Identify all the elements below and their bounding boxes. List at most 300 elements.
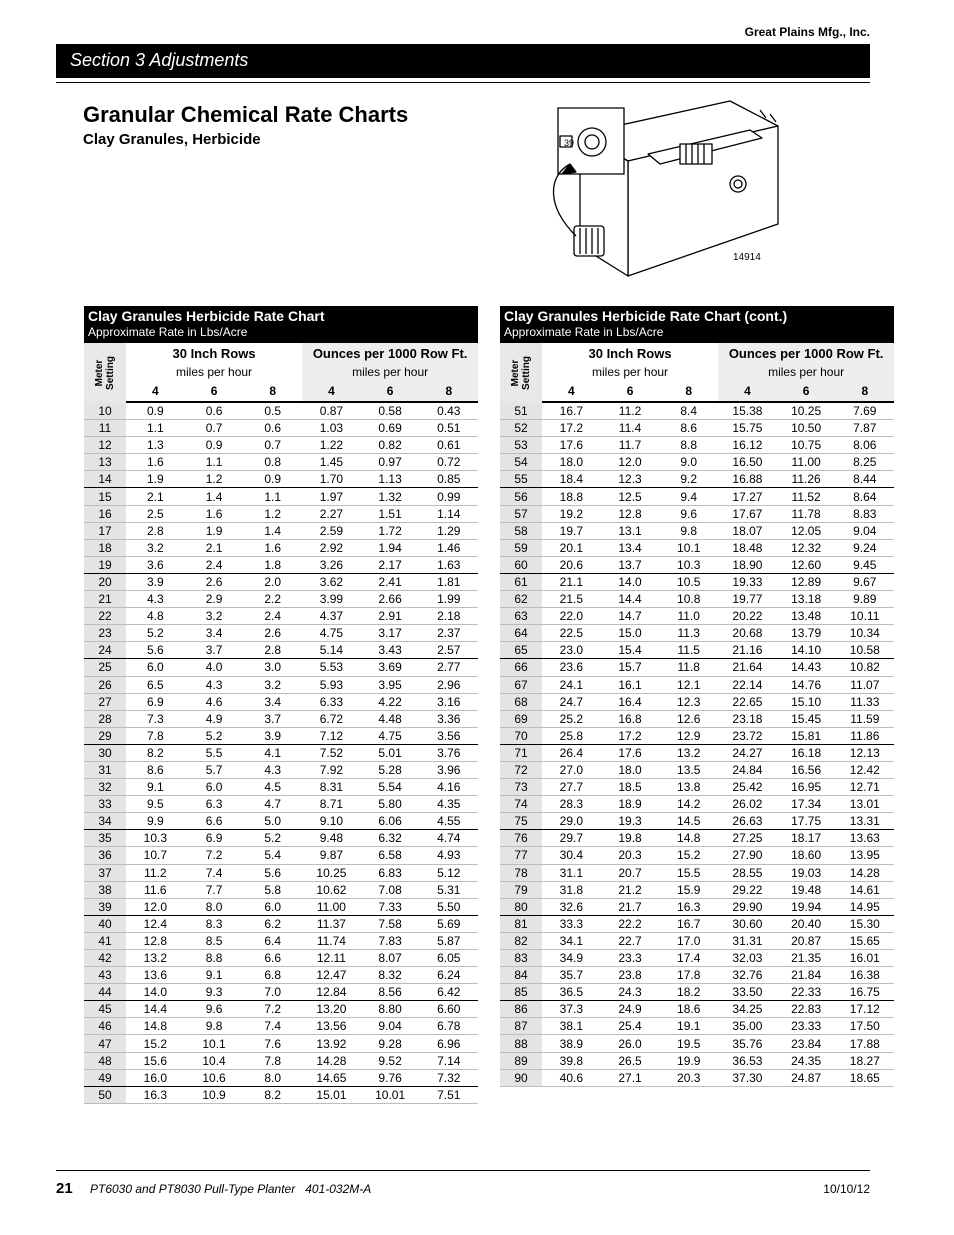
meter-setting-cell: 21 <box>84 591 126 608</box>
group-ounces-per-1000-ft: Ounces per 1000 Row Ft. <box>718 343 894 363</box>
rate-cell: 11.74 <box>316 933 346 948</box>
rate-cell: 5.93 <box>319 677 344 692</box>
rate-cell: 6.9 <box>147 694 164 709</box>
rate-cell: 10.9 <box>202 1087 226 1102</box>
table-row <box>500 420 894 437</box>
rate-cell: 12.5 <box>618 489 642 504</box>
rate-cell: 5.5 <box>205 745 223 760</box>
rate-cell: 18.65 <box>849 1070 880 1085</box>
table-row <box>84 813 478 830</box>
rate-cell: 9.3 <box>205 985 223 1000</box>
rate-cell: 10.58 <box>849 643 880 658</box>
rate-cell: 8.8 <box>680 438 698 453</box>
rate-cell: 2.18 <box>437 609 461 624</box>
rate-cell: 10.1 <box>677 540 701 555</box>
rate-cell: 0.8 <box>264 455 282 470</box>
meter-setting-cell: 28 <box>84 710 126 727</box>
table-row <box>500 625 894 642</box>
rate-cell: 4.35 <box>437 797 461 812</box>
rate-cell: 5.2 <box>205 728 223 743</box>
rate-cell: 22.7 <box>618 933 642 948</box>
rate-cell: 1.2 <box>264 506 282 521</box>
meter-setting-cell: 25 <box>84 659 126 676</box>
rate-cell: 16.12 <box>732 438 763 453</box>
table-row <box>84 659 478 676</box>
table-row <box>500 1069 894 1086</box>
meter-setting-cell: 30 <box>84 744 126 761</box>
rate-cell: 17.8 <box>677 968 701 983</box>
meter-setting-cell: 65 <box>500 642 542 659</box>
rate-cell: 20.7 <box>618 865 642 880</box>
meter-setting-cell: 58 <box>500 522 542 539</box>
meter-setting-cell: 57 <box>500 505 542 522</box>
rate-cell: 20.22 <box>732 609 763 624</box>
rate-cell: 12.71 <box>849 780 880 795</box>
rate-cell: 24.1 <box>559 677 584 692</box>
rate-cell: 14.8 <box>143 1019 168 1034</box>
meter-setting-cell: 62 <box>500 591 542 608</box>
rate-cell: 7.52 <box>319 745 344 760</box>
rate-cell: 12.89 <box>791 574 822 589</box>
rate-cell: 16.50 <box>732 455 763 470</box>
rate-cell: 13.63 <box>849 831 880 846</box>
rate-cell: 11.00 <box>791 455 821 470</box>
rate-cell: 11.5 <box>677 643 700 658</box>
footer-rule <box>56 1170 870 1171</box>
rate-cell: 12.05 <box>791 523 822 538</box>
meter-setting-cell: 70 <box>500 727 542 744</box>
rate-cell: 35.00 <box>732 1019 763 1034</box>
meter-setting-cell: 11 <box>84 420 126 437</box>
rate-cell: 12.4 <box>143 916 168 931</box>
rate-cell: 8.0 <box>205 899 223 914</box>
rate-cell: 9.0 <box>680 455 698 470</box>
rate-cell: 2.5 <box>147 506 164 521</box>
rate-cell: 8.25 <box>853 455 877 470</box>
rate-cell: 6.2 <box>264 916 282 931</box>
rate-cell: 22.33 <box>791 985 822 1000</box>
rate-cell: 21.7 <box>618 899 642 914</box>
rate-cell: 7.12 <box>319 728 344 743</box>
rate-cell: 8.64 <box>853 489 877 504</box>
rate-cell: 15.81 <box>791 728 822 743</box>
rate-cell: 12.60 <box>791 557 822 572</box>
rate-cell: 19.8 <box>618 831 642 846</box>
rate-cell: 20.3 <box>677 1070 701 1085</box>
rate-cell: 12.32 <box>791 540 822 555</box>
rate-cell: 15.9 <box>677 882 701 897</box>
table-row <box>84 556 478 573</box>
table-row <box>500 830 894 847</box>
speed-header: 8 <box>419 382 478 402</box>
rate-cell: 10.11 <box>850 609 880 624</box>
rate-cell: 2.59 <box>319 523 344 538</box>
rate-cell: 2.92 <box>319 540 344 555</box>
rate-cell: 10.75 <box>791 438 822 453</box>
rate-cell: 4.3 <box>147 592 164 607</box>
table-row <box>84 796 478 813</box>
rate-cell: 23.6 <box>559 660 584 675</box>
table-row <box>500 710 894 727</box>
rate-cell: 1.29 <box>437 523 461 538</box>
meter-setting-cell: 63 <box>500 608 542 625</box>
rate-cell: 2.17 <box>378 557 402 572</box>
meter-setting-cell: 67 <box>500 676 542 693</box>
rate-cell: 31.31 <box>732 933 763 948</box>
rate-cell: 16.95 <box>791 780 822 795</box>
rate-cell: 23.18 <box>732 711 763 726</box>
rate-cell: 15.45 <box>791 711 822 726</box>
rate-cell: 17.12 <box>849 1002 880 1017</box>
rate-cell: 20.68 <box>732 626 763 641</box>
meter-setting-cell: 35 <box>84 830 126 847</box>
rate-cell: 14.0 <box>143 985 168 1000</box>
rate-cell: 6.78 <box>437 1019 461 1034</box>
rate-cell: 0.7 <box>205 421 223 436</box>
rate-cell: 17.67 <box>732 506 763 521</box>
rate-cell: 13.92 <box>316 1036 347 1051</box>
rate-cell: 6.72 <box>319 711 344 726</box>
rate-cell: 18.48 <box>732 540 763 555</box>
rate-cell: 27.7 <box>559 780 584 795</box>
rate-cell: 6.0 <box>205 780 223 795</box>
table-row <box>500 744 894 761</box>
rate-cell: 2.96 <box>437 677 461 692</box>
table-row <box>84 642 478 659</box>
rate-cell: 8.44 <box>853 472 877 487</box>
table-row <box>84 522 478 539</box>
rate-cell: 8.2 <box>147 745 164 760</box>
meter-setting-cell: 42 <box>84 950 126 967</box>
rate-cell: 5.6 <box>147 643 164 658</box>
rate-cell: 15.30 <box>849 916 880 931</box>
rate-cell: 1.81 <box>437 574 461 589</box>
table-row <box>84 727 478 744</box>
rate-cell: 1.97 <box>319 489 344 504</box>
rate-cell: 16.75 <box>849 985 880 1000</box>
table-row <box>84 471 478 488</box>
rate-cell: 3.9 <box>264 728 282 743</box>
rate-cell: 4.74 <box>437 831 461 846</box>
rate-cell: 23.8 <box>618 968 642 983</box>
rate-cell: 12.9 <box>677 728 701 743</box>
rate-cell: 13.4 <box>618 540 642 555</box>
rate-cell: 1.6 <box>147 455 164 470</box>
rate-cell: 7.0 <box>264 985 282 1000</box>
rate-cell: 17.4 <box>677 951 701 966</box>
rate-cell: 29.7 <box>559 831 584 846</box>
rate-cell: 7.33 <box>378 899 402 914</box>
meter-setting-cell: 54 <box>500 454 542 471</box>
rate-cell: 17.88 <box>849 1036 880 1051</box>
rate-cell: 12.47 <box>316 968 347 983</box>
meter-setting-cell: 49 <box>84 1069 126 1086</box>
rate-cell: 1.22 <box>319 438 344 453</box>
meter-setting-cell: 19 <box>84 556 126 573</box>
rate-cell: 19.9 <box>677 1053 701 1068</box>
meter-setting-cell: 14 <box>84 471 126 488</box>
meter-setting-cell: 34 <box>84 813 126 830</box>
rate-cell: 11.00 <box>316 899 346 914</box>
unit-mph: miles per hour <box>592 365 669 380</box>
rate-cell: 8.3 <box>205 916 223 931</box>
rate-cell: 20.40 <box>791 916 822 931</box>
rate-cell: 3.2 <box>147 540 164 555</box>
rate-cell: 22.65 <box>732 694 763 709</box>
rate-cell: 36.5 <box>559 985 584 1000</box>
meter-setting-cell: 73 <box>500 779 542 796</box>
rate-cell: 18.07 <box>732 523 763 538</box>
rate-cell: 1.1 <box>147 421 164 436</box>
rate-cell: 16.3 <box>677 899 701 914</box>
rate-cell: 27.25 <box>732 831 763 846</box>
rate-cell: 7.4 <box>205 865 223 880</box>
rate-cell: 22.0 <box>559 609 584 624</box>
rate-cell: 5.01 <box>378 745 402 760</box>
rate-cell: 27.1 <box>618 1070 642 1085</box>
rate-cell: 25.2 <box>559 711 584 726</box>
rate-cell: 0.97 <box>378 455 402 470</box>
rate-cell: 19.1 <box>677 1019 701 1034</box>
rate-cell: 12.8 <box>143 933 168 948</box>
rate-cell: 1.9 <box>147 472 164 487</box>
meter-setting-cell: 43 <box>84 967 126 984</box>
rate-cell: 16.3 <box>143 1087 168 1102</box>
setting-label: Setting <box>521 355 532 390</box>
rate-cell: 4.93 <box>437 848 461 863</box>
rate-cell: 18.2 <box>677 985 701 1000</box>
rate-cell: 4.16 <box>437 780 461 795</box>
page-title: Granular Chemical Rate Charts <box>83 102 409 127</box>
rate-cell: 17.50 <box>849 1019 880 1034</box>
table-row <box>500 898 894 915</box>
rate-cell: 12.13 <box>849 745 880 760</box>
rate-cell: 28.55 <box>732 865 763 880</box>
rate-cell: 14.8 <box>677 831 701 846</box>
meter-setting-cell: 72 <box>500 761 542 778</box>
rate-cell: 26.4 <box>559 745 584 760</box>
rate-cell: 13.20 <box>316 1002 347 1017</box>
rate-cell: 32.6 <box>559 899 584 914</box>
table-row <box>500 1001 894 1018</box>
rate-cell: 0.9 <box>264 472 282 487</box>
rate-cell: 10.50 <box>791 421 822 436</box>
rate-cell: 2.1 <box>147 489 164 504</box>
rate-cell: 29.90 <box>732 899 763 914</box>
rate-cell: 11.78 <box>791 506 821 521</box>
rate-cell: 7.58 <box>378 916 402 931</box>
meter-setting-cell: 48 <box>84 1052 126 1069</box>
rate-cell: 6.42 <box>437 985 461 1000</box>
rate-cell: 6.0 <box>264 899 282 914</box>
meter-setting-cell: 90 <box>500 1069 542 1086</box>
rate-cell: 33.50 <box>732 985 763 1000</box>
table-row <box>84 779 478 796</box>
rate-cell: 1.1 <box>205 455 223 470</box>
table-row <box>500 676 894 693</box>
rate-cell: 4.22 <box>378 694 402 709</box>
rate-cell: 13.8 <box>677 780 701 795</box>
rate-cell: 5.28 <box>378 763 402 778</box>
meter-setting-cell: 23 <box>84 625 126 642</box>
rate-cell: 0.51 <box>437 421 461 436</box>
rate-cell: 3.0 <box>264 660 282 675</box>
rate-cell: 20.1 <box>559 540 584 555</box>
table-row <box>500 505 894 522</box>
rate-cell: 36.53 <box>732 1053 763 1068</box>
table-row <box>500 573 894 590</box>
rate-cell: 17.75 <box>791 814 822 829</box>
meter-setting-cell: 52 <box>500 420 542 437</box>
rate-cell: 11.52 <box>791 489 821 504</box>
meter-setting-cell: 68 <box>500 693 542 710</box>
meter-setting-cell: 40 <box>84 915 126 932</box>
rate-cell: 7.51 <box>437 1087 461 1102</box>
rate-cell: 18.0 <box>559 455 584 470</box>
rate-cell: 14.4 <box>618 592 642 607</box>
table-row <box>500 556 894 573</box>
rate-cell: 18.90 <box>732 557 763 572</box>
rate-cell: 28.3 <box>559 797 584 812</box>
rate-cell: 7.3 <box>147 711 164 726</box>
rate-cell: 9.45 <box>853 557 877 572</box>
rate-cell: 16.88 <box>732 472 763 487</box>
rate-cell: 14.5 <box>677 814 701 829</box>
rate-cell: 3.62 <box>319 574 344 589</box>
chart-right-table <box>500 343 894 1087</box>
rate-cell: 27.90 <box>732 848 763 863</box>
rate-cell: 12.42 <box>849 763 880 778</box>
meter-setting-cell: 61 <box>500 573 542 590</box>
setting-label: Setting <box>105 355 116 390</box>
rate-cell: 24.87 <box>791 1070 822 1085</box>
rate-cell: 19.3 <box>618 814 642 829</box>
meter-setting-cell: 39 <box>84 898 126 915</box>
rate-cell: 17.6 <box>618 745 642 760</box>
table-row <box>84 898 478 915</box>
rate-cell: 8.0 <box>264 1070 282 1085</box>
meter-setting-cell: 32 <box>84 779 126 796</box>
table-row <box>84 847 478 864</box>
table-row <box>500 608 894 625</box>
rate-chart-left <box>84 306 478 1104</box>
rate-cell: 9.24 <box>853 540 877 555</box>
meter-setting-cell: 46 <box>84 1018 126 1035</box>
table-row <box>500 915 894 932</box>
rate-cell: 12.0 <box>618 455 642 470</box>
rate-cell: 16.7 <box>559 404 584 419</box>
rate-cell: 8.06 <box>853 438 877 453</box>
rate-cell: 18.6 <box>677 1002 701 1017</box>
rate-cell: 19.33 <box>732 574 763 589</box>
meter-setting-cell: 16 <box>84 505 126 522</box>
rate-cell: 1.6 <box>205 506 223 521</box>
chart-right-subtitle: Approximate Rate in Lbs/Acre <box>504 325 664 339</box>
rate-cell: 0.9 <box>205 438 223 453</box>
rate-cell: 24.3 <box>618 985 642 1000</box>
rate-cell: 1.3 <box>147 438 164 453</box>
rate-cell: 2.57 <box>437 643 461 658</box>
rate-cell: 9.1 <box>205 968 223 983</box>
rate-cell: 17.2 <box>618 728 642 743</box>
rate-cell: 16.0 <box>143 1070 168 1085</box>
rate-cell: 11.7 <box>618 438 642 453</box>
rate-cell: 11.8 <box>677 660 700 675</box>
rate-cell: 5.87 <box>437 933 461 948</box>
rate-cell: 3.2 <box>205 609 223 624</box>
rate-cell: 15.65 <box>849 933 880 948</box>
table-row <box>84 710 478 727</box>
meter-label: Meter <box>510 359 521 386</box>
rate-cell: 4.3 <box>264 763 282 778</box>
table-row <box>84 1001 478 1018</box>
table-row <box>84 573 478 590</box>
rate-cell: 9.89 <box>853 592 877 607</box>
rate-cell: 2.4 <box>205 557 223 572</box>
rate-cell: 34.9 <box>559 951 584 966</box>
table-row <box>84 1052 478 1069</box>
meter-setting-cell: 45 <box>84 1001 126 1018</box>
rate-cell: 6.9 <box>205 831 223 846</box>
rate-cell: 12.84 <box>316 985 347 1000</box>
chart-left-subtitle: Approximate Rate in Lbs/Acre <box>88 325 248 339</box>
meter-setting-cell: 36 <box>84 847 126 864</box>
rate-cell: 18.60 <box>791 848 822 863</box>
rate-cell: 3.43 <box>378 643 402 658</box>
rate-cell: 23.84 <box>791 1036 822 1051</box>
table-row <box>84 950 478 967</box>
table-row <box>500 847 894 864</box>
table-row <box>84 984 478 1001</box>
rate-cell: 1.4 <box>205 489 223 504</box>
rate-cell: 2.27 <box>319 506 344 521</box>
rate-cell: 6.8 <box>264 968 282 983</box>
rate-cell: 14.10 <box>791 643 822 658</box>
rate-cell: 9.04 <box>853 523 877 538</box>
table-row <box>500 761 894 778</box>
rate-cell: 7.08 <box>378 882 402 897</box>
rate-cell: 5.80 <box>378 797 402 812</box>
rate-cell: 30.4 <box>559 848 584 863</box>
rate-cell: 11.33 <box>850 694 880 709</box>
meter-setting-cell: 26 <box>84 676 126 693</box>
rate-cell: 23.33 <box>791 1019 822 1034</box>
rate-cell: 4.1 <box>264 745 282 760</box>
rate-cell: 18.5 <box>618 780 642 795</box>
rate-cell: 16.56 <box>791 763 822 778</box>
rate-cell: 34.25 <box>732 1002 763 1017</box>
rate-cell: 0.6 <box>205 404 223 419</box>
rate-cell: 4.5 <box>264 780 282 795</box>
rate-cell: 0.69 <box>378 421 402 436</box>
rate-cell: 4.9 <box>205 711 223 726</box>
rate-cell: 35.76 <box>732 1036 763 1051</box>
rate-cell: 38.1 <box>559 1019 584 1034</box>
rate-cell: 9.87 <box>319 848 344 863</box>
rate-cell: 9.8 <box>680 523 698 538</box>
rate-cell: 1.70 <box>319 472 344 487</box>
meter-setting-cell: 75 <box>500 813 542 830</box>
rate-cell: 17.27 <box>732 489 763 504</box>
meter-setting-cell: 87 <box>500 1018 542 1035</box>
rate-cell: 6.24 <box>437 968 461 983</box>
rate-cell: 26.63 <box>732 814 763 829</box>
group-30-inch-rows: 30 Inch Rows <box>588 345 672 361</box>
table-row <box>84 402 478 420</box>
group-30-inch-rows: 30 Inch Rows <box>172 345 256 361</box>
rate-cell: 2.8 <box>264 643 282 658</box>
rate-cell: 18.4 <box>559 472 584 487</box>
